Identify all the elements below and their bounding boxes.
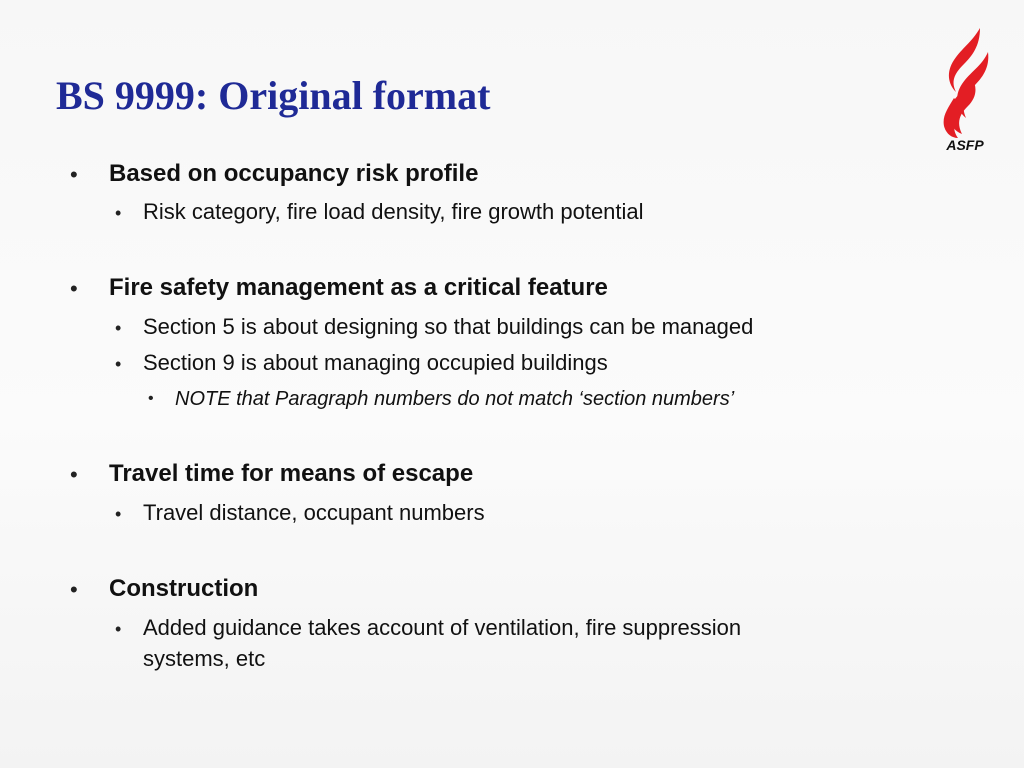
bullet-icon: • (115, 354, 122, 374)
bullet-icon: • (148, 390, 154, 407)
bullet-icon: • (115, 318, 122, 338)
slide-title: BS 9999: Original format (56, 73, 491, 118)
logo-text: ASFP (946, 137, 984, 153)
bullet-icon: • (115, 504, 122, 524)
section-point: Risk category, fire load density, fire growth potential (143, 199, 644, 224)
section-heading: Fire safety management as a critical feature (109, 274, 608, 301)
section-note: NOTE that Paragraph numbers do not match ‘section numbers’ (175, 388, 735, 410)
bullet-icon: • (115, 203, 122, 223)
bullet-icon: • (70, 462, 78, 487)
section-heading: Travel time for means of escape (109, 460, 474, 487)
section-point: Travel distance, occupant numbers (143, 500, 485, 525)
bullet-icon: • (115, 619, 122, 639)
section-point: Section 9 is about managing occupied buildings (143, 350, 608, 375)
bullet-icon: • (70, 162, 78, 187)
section-point: Section 5 is about designing so that buildings can be managed (143, 314, 754, 339)
bullet-icon: • (70, 276, 78, 301)
section-heading: Based on occupancy risk profile (109, 160, 479, 187)
bullet-icon: • (70, 577, 78, 602)
section-point: Added guidance takes account of ventilation, fire suppression (143, 615, 742, 640)
section-point-continuation: systems, etc (143, 646, 266, 671)
section-heading: Construction (109, 575, 259, 602)
